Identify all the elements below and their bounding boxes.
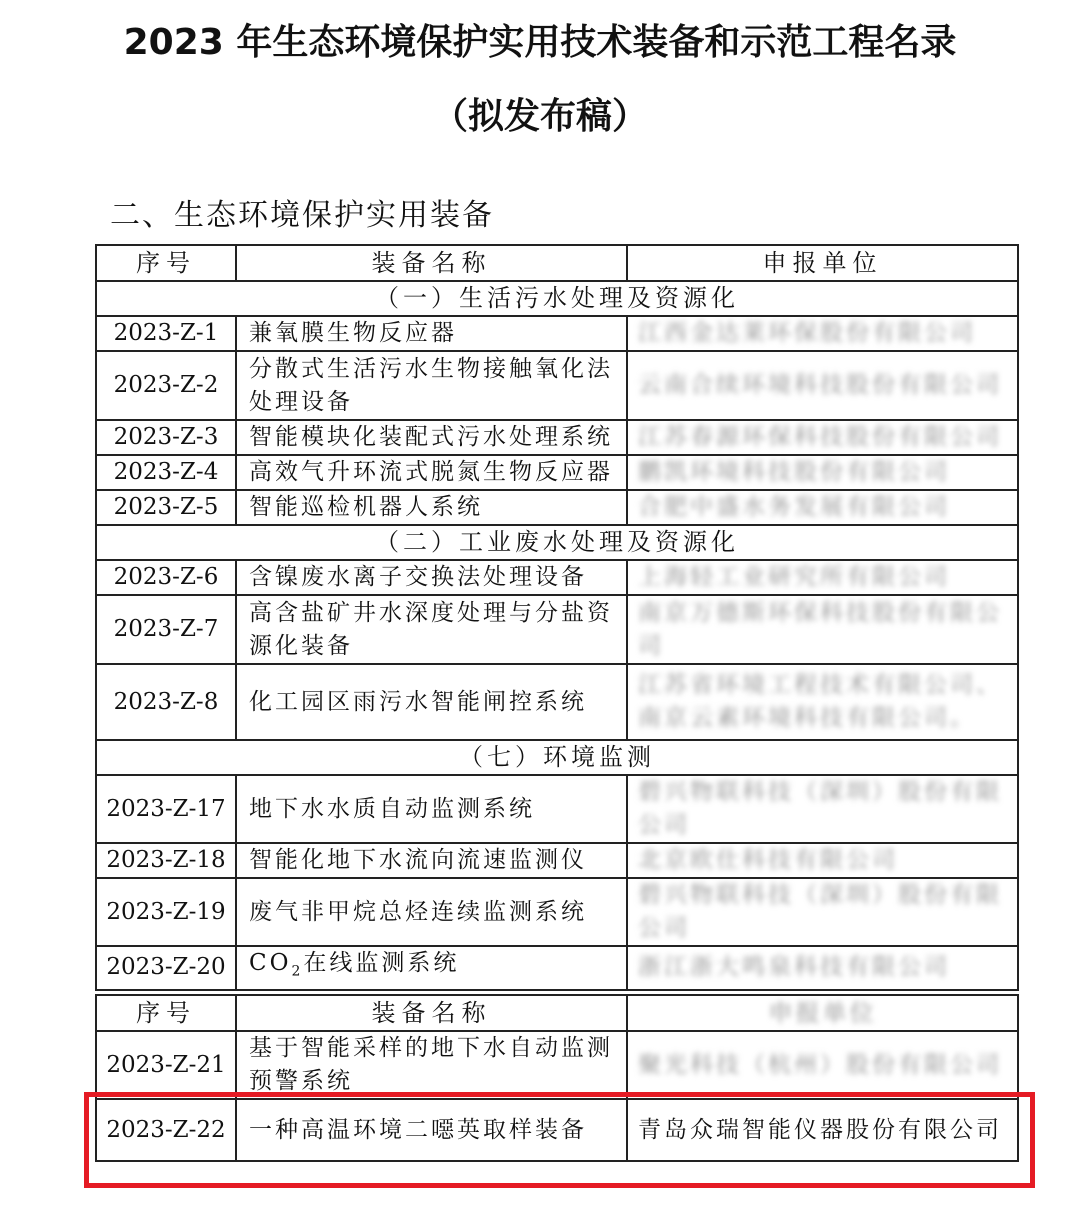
equipment-name: 一种高温环境二噁英取样装备 <box>236 1099 627 1161</box>
table-header-row <box>96 245 1018 281</box>
table-row <box>96 560 1018 595</box>
row-number: 2023-Z-22 <box>96 1099 236 1161</box>
table-row <box>96 316 1018 351</box>
column-header-unit: 申报单位 <box>627 995 1018 1031</box>
equipment-name: 含镍废水离子交换法处理设备 <box>236 560 627 595</box>
applicant-unit-text: 北京欧仕科技有限公司 <box>638 847 898 873</box>
document-subtitle: （拟发布稿） <box>431 96 648 137</box>
row-number: 2023-Z-18 <box>96 843 236 878</box>
applicant-unit-text: 合肥中盛水务发展有限公司 <box>638 494 950 520</box>
applicant-unit-text: 上海轻工业研究所有限公司 <box>638 564 950 590</box>
applicant-unit-text: 碧兴物联科技（深圳）股份有限公司 <box>638 779 1002 838</box>
column-header-name: 装备名称 <box>236 995 627 1031</box>
applicant-unit-text: 鹏凯环境科技股份有限公司 <box>638 459 950 485</box>
column-header-unit: 申报单位 <box>627 245 1018 281</box>
applicant-unit <box>627 664 1018 740</box>
table-row <box>96 595 1018 664</box>
table-row <box>96 664 1018 740</box>
category-row <box>96 740 1018 775</box>
equipment-name: 兼氧膜生物反应器 <box>236 316 627 351</box>
equipment-name: 基于智能采样的地下水自动监测预警系统 <box>236 1031 627 1099</box>
equipment-name: $CO_2$在线监测系统 <box>236 946 627 990</box>
document-title: 2023 年生态环境保护实用技术装备和示范工程名录 <box>123 22 957 63</box>
applicant-unit <box>627 775 1018 843</box>
column-header-name: 装备名称 <box>236 245 627 281</box>
table-row <box>96 455 1018 490</box>
applicant-unit <box>627 420 1018 455</box>
row-number: 2023-Z-7 <box>96 595 236 664</box>
equipment-name: 分散式生活污水生物接触氧化法处理设备 <box>236 351 627 420</box>
category-label: （二）工业废水处理及资源化 <box>96 525 1018 560</box>
row-number: 2023-Z-21 <box>96 1031 236 1099</box>
category-label: （一）生活污水处理及资源化 <box>96 281 1018 316</box>
applicant-unit <box>627 595 1018 664</box>
table-header-row <box>96 995 1018 1031</box>
table-row <box>96 351 1018 420</box>
row-number: 2023-Z-6 <box>96 560 236 595</box>
category-row <box>96 525 1018 560</box>
equipment-name: 废气非甲烷总烃连续监测系统 <box>236 878 627 946</box>
row-number: 2023-Z-8 <box>96 664 236 740</box>
equipment-name: 高效气升环流式脱氮生物反应器 <box>236 455 627 490</box>
applicant-unit-text: 青岛众瑞智能仪器股份有限公司 <box>638 1116 1002 1143</box>
applicant-unit-text: 南京万德斯环保科技股份有限公司 <box>638 599 1002 659</box>
table-row <box>96 490 1018 525</box>
applicant-unit-text: 云南合续环境科技股份有限公司 <box>638 372 1002 398</box>
section-heading: 二、生态环境保护实用装备 <box>110 198 494 233</box>
equipment-name: 地下水水质自动监测系统 <box>236 775 627 843</box>
applicant-unit-text: 碧兴物联科技（深圳）股份有限公司 <box>638 882 1002 941</box>
applicant-unit <box>627 351 1018 420</box>
column-header-number: 序号 <box>96 995 236 1031</box>
equipment-name: 智能化地下水流向流速监测仪 <box>236 843 627 878</box>
category-label: （七）环境监测 <box>96 740 1018 775</box>
applicant-unit <box>627 490 1018 525</box>
row-number: 2023-Z-2 <box>96 351 236 420</box>
applicant-unit-text: 浙江浙大鸣泉科技有限公司 <box>638 954 950 981</box>
table-row <box>96 843 1018 878</box>
applicant-unit <box>627 946 1018 990</box>
equipment-name: 智能模块化装配式污水处理系统 <box>236 420 627 455</box>
row-number: 2023-Z-20 <box>96 946 236 990</box>
table-row <box>96 1031 1018 1099</box>
highlight-box <box>84 1092 1035 1188</box>
applicant-unit <box>627 1031 1018 1099</box>
applicant-unit <box>627 455 1018 490</box>
table-row <box>96 420 1018 455</box>
table-row <box>96 946 1018 990</box>
category-row <box>96 281 1018 316</box>
applicant-unit-text: 江苏春源环保科技股份有限公司 <box>638 424 1002 450</box>
row-number: 2023-Z-19 <box>96 878 236 946</box>
applicant-unit-text: 江苏省环境工程技术有限公司、南京云素环境科技有限公司。 <box>638 672 1002 731</box>
equipment-name: 智能巡检机器人系统 <box>236 490 627 525</box>
applicant-unit-text: 聚光科技（杭州）股份有限公司 <box>638 1051 1002 1078</box>
applicant-unit-text: 江西金达莱环保股份有限公司 <box>638 320 976 346</box>
row-number: 2023-Z-4 <box>96 455 236 490</box>
row-number: 2023-Z-17 <box>96 775 236 843</box>
row-number: 2023-Z-5 <box>96 490 236 525</box>
applicant-unit <box>627 878 1018 946</box>
row-number: 2023-Z-3 <box>96 420 236 455</box>
applicant-unit <box>627 316 1018 351</box>
equipment-table <box>95 244 1019 991</box>
table-row <box>96 775 1018 843</box>
row-number: 2023-Z-1 <box>96 316 236 351</box>
applicant-unit <box>627 560 1018 595</box>
table-row <box>96 878 1018 946</box>
equipment-name: 高含盐矿井水深度处理与分盐资源化装备 <box>236 595 627 664</box>
applicant-unit <box>627 843 1018 878</box>
column-header-number: 序号 <box>96 245 236 281</box>
equipment-name: 化工园区雨污水智能闸控系统 <box>236 664 627 740</box>
